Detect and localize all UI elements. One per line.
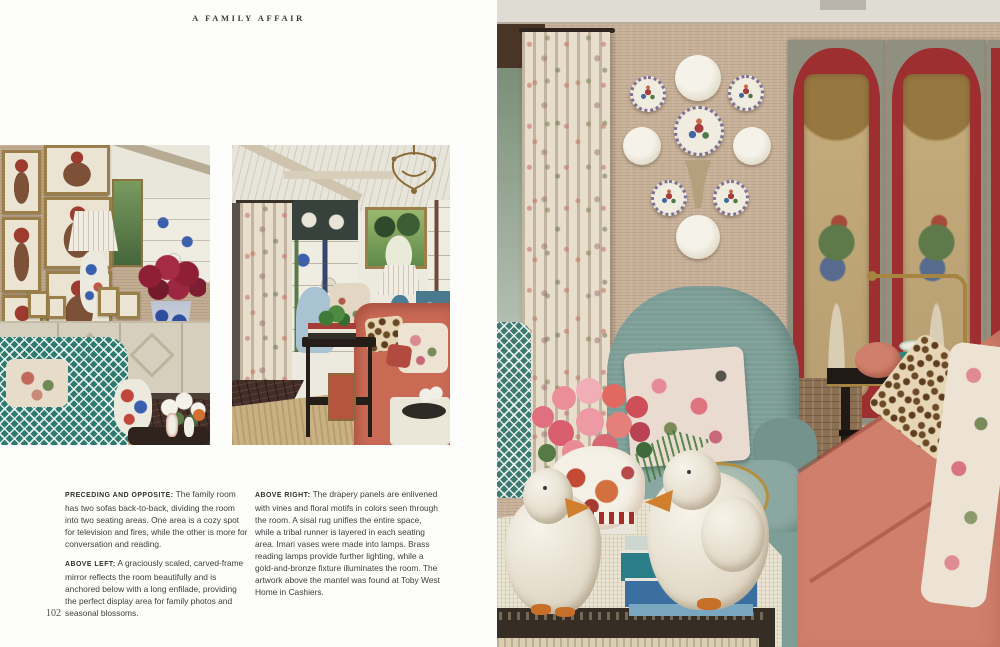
white-flowers bbox=[418, 385, 444, 405]
caption-text: The drapery panels are enlivened with vines and floral motifs in colors seen through the room. A sisal rug unifies the entire space, while a tribal runner is layered in each seating area. Imari vases were made into lamps. Brass reading lamps provide further lighting, while a gold-and-bronze fixture illuminates the room. The artwork above the mantel was found at Toby West Home in Cashiers. bbox=[255, 489, 440, 597]
bamboo-edge bbox=[497, 638, 759, 647]
landscape-painting bbox=[365, 207, 427, 269]
caption-column-right bbox=[255, 488, 441, 605]
caption-label: ABOVE LEFT: bbox=[65, 561, 116, 568]
caption-paragraph bbox=[65, 488, 248, 550]
table-leg bbox=[368, 345, 372, 437]
flower bbox=[602, 384, 626, 408]
chandelier-icon bbox=[380, 145, 448, 201]
wall-plate-white bbox=[675, 55, 721, 101]
duck-wing bbox=[701, 496, 765, 572]
bud-vase bbox=[166, 413, 178, 437]
floral-pillow bbox=[6, 359, 68, 407]
duck-eye bbox=[687, 470, 691, 474]
wall-plate-floral bbox=[728, 75, 764, 111]
ceiling bbox=[497, 0, 1000, 24]
flower bbox=[626, 396, 648, 418]
wall-plate-floral bbox=[651, 180, 687, 216]
page-number: 102 bbox=[46, 608, 61, 619]
wall-plate-floral bbox=[713, 180, 749, 216]
photo-above-right bbox=[232, 145, 450, 445]
photo-frame bbox=[98, 287, 119, 316]
leaf bbox=[538, 444, 556, 462]
duck-head bbox=[523, 468, 573, 524]
flower bbox=[552, 386, 576, 410]
black-tray bbox=[402, 403, 446, 419]
caption-label: ABOVE RIGHT: bbox=[255, 492, 311, 499]
orange-flower bbox=[193, 409, 205, 421]
flower bbox=[576, 378, 602, 404]
wall-plate-white bbox=[676, 215, 720, 259]
wall-plate-floral bbox=[674, 106, 724, 156]
framed-portrait bbox=[2, 150, 41, 214]
hydrangea-bouquet bbox=[136, 253, 206, 305]
leaf bbox=[636, 442, 652, 458]
teal-chair-corner bbox=[497, 322, 531, 498]
tea-caddy bbox=[328, 373, 356, 421]
photo-frame bbox=[117, 292, 140, 319]
duck-head bbox=[663, 450, 721, 510]
caption-text: A graciously scaled, carved-frame mirror reflects the room beautifully and is anchored below with a long enfilade, providing the perfect display area for family photos and seasonal blossoms. bbox=[65, 558, 244, 618]
ceiling-beam bbox=[284, 171, 394, 179]
photo-frame bbox=[47, 296, 66, 319]
lamp-shade bbox=[68, 211, 118, 251]
caption-column-left bbox=[65, 488, 248, 626]
right-page-photo bbox=[497, 0, 1000, 647]
caption-paragraph bbox=[65, 557, 248, 619]
caption-label: PRECEDING AND OPPOSITE: bbox=[65, 492, 174, 499]
red-pillow bbox=[386, 343, 413, 368]
wall-plate-floral bbox=[630, 76, 666, 112]
photo-frame bbox=[28, 291, 49, 318]
flower bbox=[576, 408, 604, 436]
caption-paragraph bbox=[255, 488, 441, 598]
running-head: A FAMILY AFFAIR bbox=[192, 13, 305, 23]
table-leg bbox=[306, 345, 310, 437]
brass-lamp-shade bbox=[867, 271, 877, 281]
photo-above-left bbox=[0, 145, 210, 445]
flower bbox=[630, 422, 650, 442]
framed-portrait bbox=[44, 145, 110, 195]
duck-foot bbox=[555, 607, 575, 617]
wall-plate-white bbox=[623, 127, 661, 165]
caption-text: The family room has two sofas back-to-back, dividing the room into two seating areas. One area is a cozy spot for television and fires, while the other is more for conversation and reading. bbox=[65, 489, 248, 549]
framed-portrait bbox=[2, 217, 41, 293]
wall-bracket bbox=[685, 160, 711, 208]
wall-plate-white bbox=[733, 127, 771, 165]
ceiling-vent bbox=[820, 0, 866, 10]
duck-foot bbox=[697, 598, 721, 610]
duck-foot bbox=[531, 604, 551, 615]
duck-eye bbox=[543, 486, 547, 490]
potted-plant bbox=[316, 305, 350, 327]
bud-vase bbox=[184, 417, 194, 437]
